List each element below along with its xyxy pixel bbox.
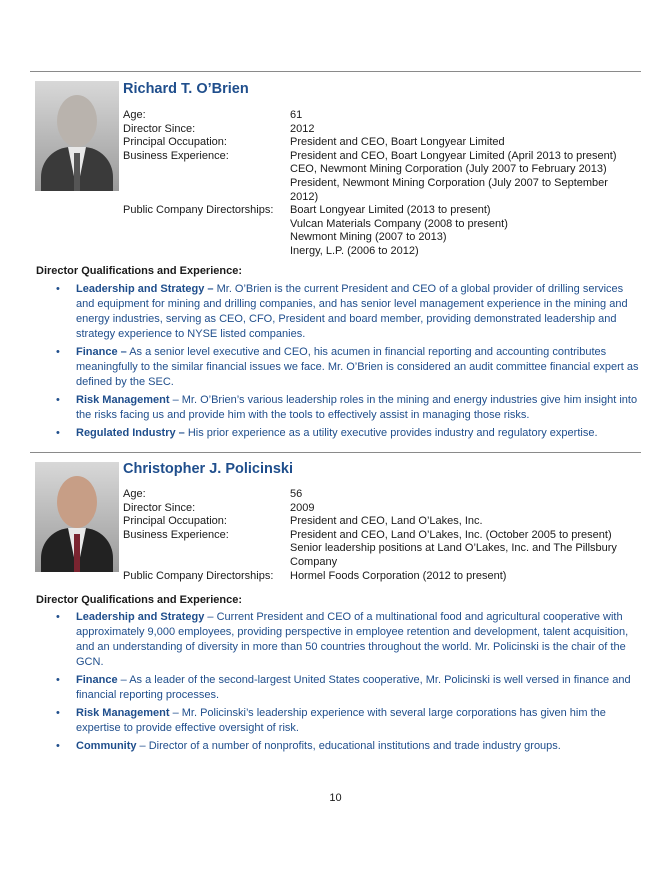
qualification-title: Leadership and Strategy — [76, 611, 205, 623]
qualification-item — [56, 426, 642, 441]
qualification-text — [76, 706, 642, 736]
qualification-text — [76, 426, 598, 441]
qualification-title: Leadership and Strategy – — [76, 283, 214, 295]
qualification-text — [76, 345, 642, 390]
bullet-icon: • — [56, 346, 60, 358]
bullet-icon: • — [56, 427, 60, 439]
info-row — [123, 177, 635, 204]
qualification-text — [76, 282, 642, 342]
bullet-icon: • — [56, 674, 60, 686]
info-label: Director Since: — [123, 122, 196, 135]
info-value: Inergy, L.P. (2006 to 2012) — [290, 244, 419, 257]
bullet-icon: • — [56, 394, 60, 406]
info-row — [123, 245, 635, 259]
qualification-description: – Current President and CEO of a multinational food and agricultural cooperative with approximately 9,000 employees, providing perspective in employee retention and development, talent acquisition, and an understanding of diversity in more than 50 countries throughout the world. Mr. Policinski is the chair of the GCN. — [76, 611, 629, 668]
qualification-item — [56, 282, 642, 342]
info-value: President and CEO, Boart Longyear Limited (April 2013 to present) — [290, 149, 617, 162]
info-label — [123, 163, 290, 177]
info-label — [123, 231, 290, 245]
info-label — [123, 542, 290, 569]
info-label — [123, 245, 290, 259]
qualification-title: Risk Management — [76, 394, 170, 406]
info-value: Senior leadership positions at Land O’Lakes, Inc. and The Pillsbury Company — [290, 542, 617, 568]
qualification-item — [56, 610, 642, 670]
page-number: 10 — [329, 792, 342, 804]
qualification-item — [56, 345, 642, 390]
qualification-text — [76, 393, 642, 423]
director-info — [123, 109, 635, 259]
info-value: Hormel Foods Corporation (2012 to present) — [290, 569, 507, 582]
bullet-icon: • — [56, 707, 60, 719]
qualification-description: – Mr. O’Brien’s various leadership roles in the mining and energy industries give him insight into the risks facing us and provide him with the tools to effectively assist in managing those risks. — [76, 394, 638, 421]
qualifications-heading: Director Qualifications and Experience: — [36, 594, 243, 606]
info-row — [123, 123, 635, 137]
info-row — [123, 515, 635, 529]
info-row — [123, 150, 635, 164]
qualification-description: – Mr. Policinski’s leadership experience with several large corporations has given him the expertise to provide effective oversight of risk. — [76, 707, 606, 734]
info-label: Principal Occupation: — [123, 136, 227, 149]
qualification-item — [56, 739, 642, 754]
info-value: 2012 — [290, 122, 315, 135]
info-row — [123, 570, 635, 584]
qualification-title: Community — [76, 740, 137, 752]
info-label: Business Experience: — [123, 149, 229, 162]
qualification-description: Mr. O’Brien is the current President and CEO of a global provider of drilling services and equipment for mining and drilling companies, and has senior level management experience in the mining and energy industries, serving as CEO, CFO, President and board member, providing demonstrated leadership and strategy experience to NYSE listed companies. — [76, 283, 628, 340]
info-row — [123, 136, 635, 150]
info-value: 56 — [290, 488, 303, 500]
qualification-item — [56, 393, 642, 423]
director-name: Richard T. O’Brien — [123, 81, 249, 97]
info-row — [123, 109, 635, 123]
divider — [30, 452, 641, 453]
info-label — [123, 218, 290, 232]
qualification-item — [56, 706, 642, 736]
bullet-icon: • — [56, 740, 60, 752]
info-label: Age: — [123, 488, 146, 500]
info-row — [123, 542, 635, 569]
info-value: CEO, Newmont Mining Corporation (July 2007 to February 2013) — [290, 163, 607, 176]
info-value: Boart Longyear Limited (2013 to present) — [290, 204, 491, 217]
info-value: Newmont Mining (2007 to 2013) — [290, 231, 447, 244]
qualification-title: Regulated Industry – — [76, 427, 185, 439]
director-name: Christopher J. Policinski — [123, 461, 294, 477]
info-row — [123, 218, 635, 232]
info-value: President, Newmont Mining Corporation (July 2007 to September 2012) — [290, 176, 608, 203]
info-value: Vulcan Materials Company (2008 to present) — [290, 217, 508, 230]
info-value: 2009 — [290, 501, 315, 514]
qualification-title: Finance — [76, 674, 118, 686]
info-row — [123, 488, 635, 502]
info-row — [123, 529, 635, 543]
qualification-description: His prior experience as a utility executive provides industry and regulatory expertise. — [184, 427, 598, 439]
info-row — [123, 204, 635, 218]
info-value: President and CEO, Boart Longyear Limited — [290, 136, 505, 149]
info-label: Age: — [123, 109, 146, 121]
info-label — [123, 177, 290, 204]
qualifications-heading: Director Qualifications and Experience: — [36, 265, 243, 277]
qualification-description: – As a leader of the second-largest United States cooperative, Mr. Policinski is well versed in finance and financial reporting processes. — [76, 674, 631, 701]
director-photo — [35, 81, 119, 191]
director-photo — [35, 462, 119, 572]
qualifications-list — [56, 282, 642, 444]
qualification-description: – Director of a number of nonprofits, educational institutions and trade industry groups. — [136, 740, 561, 752]
qualification-item — [56, 673, 642, 703]
info-row — [123, 502, 635, 516]
qualification-text — [76, 610, 642, 670]
info-row — [123, 163, 635, 177]
info-value: 61 — [290, 109, 303, 121]
divider — [30, 71, 641, 72]
info-label: Director Since: — [123, 501, 196, 514]
info-value: President and CEO, Land O’Lakes, Inc. — [290, 515, 483, 528]
qualification-title: Finance – — [76, 346, 127, 358]
qualifications-list — [56, 610, 642, 757]
info-label: Public Company Directorships: — [123, 569, 274, 582]
qualification-text — [76, 673, 642, 703]
qualification-description: As a senior level executive and CEO, his acumen in financial reporting and accounting contributes meaningfully to the similar financial issues we face. Mr. O’Brien is considered an audit committee financial expert as defined by the SEC. — [76, 346, 639, 388]
bullet-icon: • — [56, 611, 60, 623]
bullet-icon: • — [56, 283, 60, 295]
director-info — [123, 488, 635, 583]
info-row — [123, 231, 635, 245]
info-value: President and CEO, Land O’Lakes, Inc. (October 2005 to present) — [290, 528, 612, 541]
qualification-text — [76, 739, 561, 754]
info-label: Principal Occupation: — [123, 515, 227, 528]
qualification-title: Risk Management — [76, 707, 170, 719]
info-label: Public Company Directorships: — [123, 204, 274, 217]
info-label: Business Experience: — [123, 528, 229, 541]
